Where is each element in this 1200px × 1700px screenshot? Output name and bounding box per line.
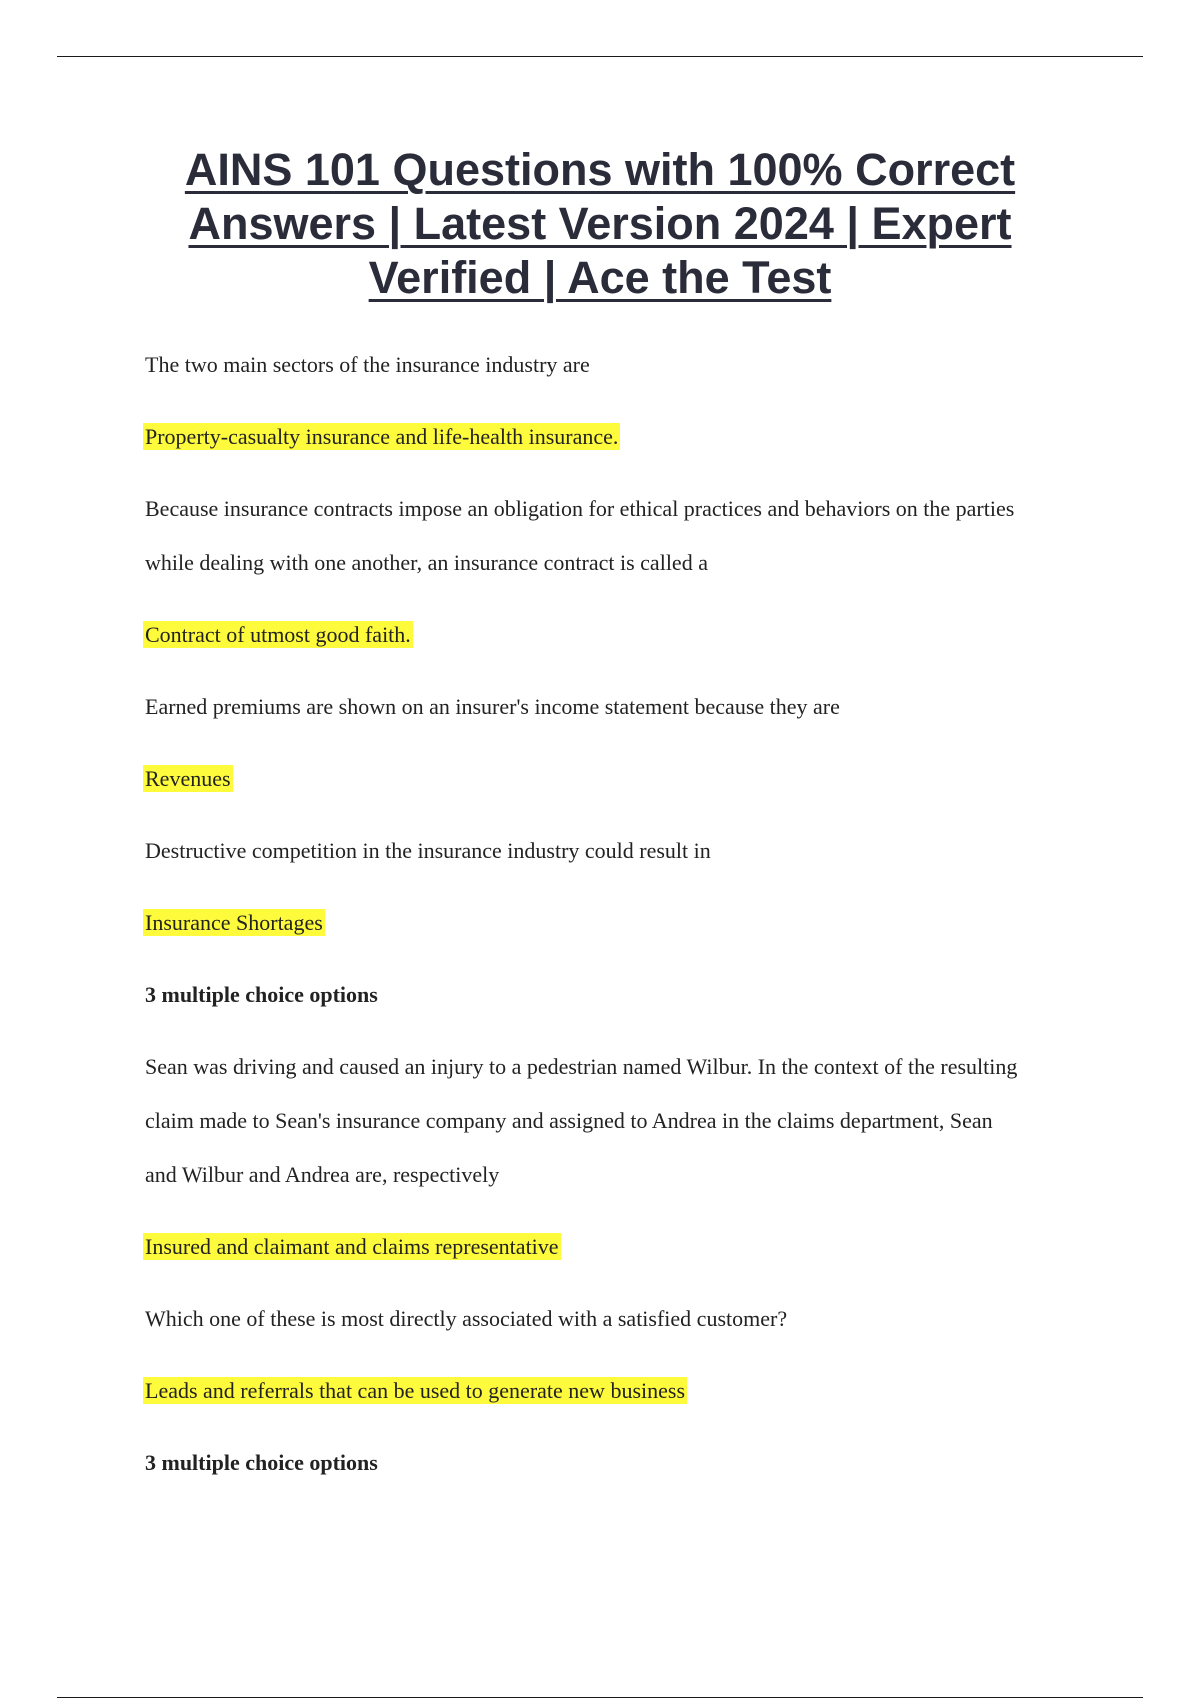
answer-3: [145, 752, 1025, 806]
answer-1-highlight: Property-casualty insurance and life-health insurance.: [145, 424, 619, 449]
bottom-divider: [57, 1697, 1143, 1698]
answer-2: [145, 608, 1025, 662]
question-5: Sean was driving and caused an injury to a pedestrian named Wilbur. In the context of the resulting claim made to Sean's insurance company and assigned to Andrea in the claims department, Sean and Wilbur and Andrea are, respectively: [145, 1054, 1018, 1187]
question-6: Which one of these is most directly associated with a satisfied customer?: [145, 1306, 788, 1331]
top-divider: [57, 56, 1143, 57]
question-3: Earned premiums are shown on an insurer's income statement because they are: [145, 694, 840, 719]
answer-3-highlight: Revenues: [145, 766, 231, 791]
question-1: The two main sectors of the insurance industry are: [145, 352, 590, 377]
answer-4-highlight: Insurance Shortages: [145, 910, 323, 935]
question-2: Because insurance contracts impose an obligation for ethical practices and behaviors on the parties while dealing with one another, an insurance contract is called a: [145, 496, 1015, 575]
document-title: AINS 101 Questions with 100% Correct Answers | Latest Version 2024 | Expert Verified | Ace the Test: [184, 144, 1016, 303]
answer-4: [145, 896, 1025, 950]
multiple-choice-note-2: 3 multiple choice options: [145, 1450, 378, 1475]
multiple-choice-note-1: 3 multiple choice options: [145, 982, 378, 1007]
question-4: Destructive competition in the insurance industry could result in: [145, 838, 711, 863]
document-body: [145, 338, 1025, 1508]
answer-1: [145, 410, 1025, 464]
answer-2-highlight: Contract of utmost good faith.: [145, 622, 411, 647]
answer-6-highlight: Leads and referrals that can be used to generate new business: [145, 1378, 685, 1403]
answer-6: [145, 1364, 1025, 1418]
answer-5-highlight: Insured and claimant and claims representative: [145, 1234, 559, 1259]
answer-5: [145, 1220, 1025, 1274]
